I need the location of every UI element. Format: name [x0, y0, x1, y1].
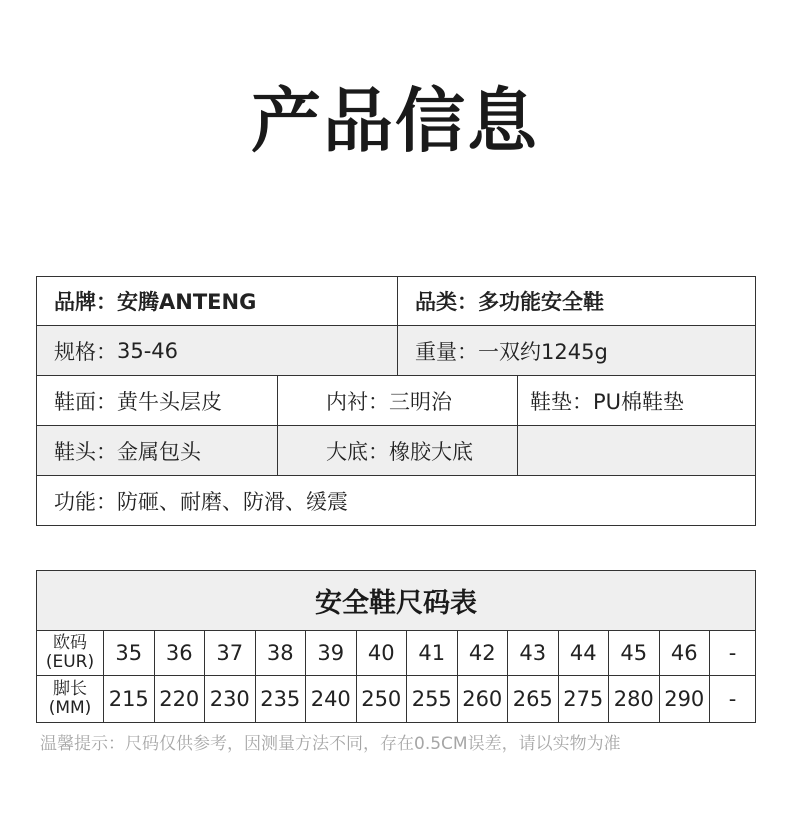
- insole-value: PU棉鞋垫: [593, 389, 685, 414]
- row-header-top: 脚长: [53, 679, 87, 699]
- outsole-cell: [277, 426, 517, 475]
- foot-length-cell: 220: [155, 676, 206, 722]
- product-info-table: [36, 276, 756, 526]
- size-chart-title: 安全鞋尺码表: [37, 571, 755, 631]
- spec-label: 规格：: [54, 339, 117, 364]
- row-header-eur: [37, 631, 104, 675]
- size-cell: 44: [559, 631, 610, 675]
- size-cell: 42: [458, 631, 509, 675]
- toe-label: 鞋头：: [54, 439, 117, 464]
- insole-label: 鞋垫：: [530, 389, 593, 414]
- category-value: 多功能安全鞋: [478, 290, 604, 314]
- size-cell: 35: [104, 631, 155, 675]
- row-header-bottom: (MM): [48, 698, 92, 718]
- size-cell: 40: [357, 631, 408, 675]
- info-row-function: [37, 476, 755, 525]
- foot-length-cell: 235: [256, 676, 307, 722]
- function-cell: [37, 476, 755, 525]
- function-label: 功能：: [54, 489, 117, 514]
- page-title: 产品信息: [251, 80, 539, 162]
- spec-cell: [37, 326, 397, 375]
- size-chart-table: [36, 570, 756, 723]
- lining-label: 内衬：: [326, 389, 389, 414]
- insole-cell: [517, 376, 755, 425]
- size-cell: 43: [508, 631, 559, 675]
- size-cell: 37: [205, 631, 256, 675]
- size-cell: 45: [609, 631, 660, 675]
- brand-cell: [37, 277, 397, 325]
- foot-length-cell: 265: [508, 676, 559, 722]
- category-label: 品类：: [415, 290, 478, 314]
- size-cell: 36: [155, 631, 206, 675]
- empty-cell: [517, 426, 755, 475]
- foot-length-cell: 230: [205, 676, 256, 722]
- size-note: 温馨提示：尺码仅供参考，因测量方法不同，存在0.5CM误差，请以实物为准: [40, 734, 621, 754]
- foot-length-cell: 280: [609, 676, 660, 722]
- function-value: 防砸、耐磨、防滑、缓震: [117, 489, 348, 514]
- size-cell: 41: [407, 631, 458, 675]
- info-row-spec: [37, 326, 755, 376]
- foot-length-cell: 260: [458, 676, 509, 722]
- size-cell: 39: [306, 631, 357, 675]
- size-cell: 38: [256, 631, 307, 675]
- row-header-bottom: (EUR): [45, 652, 95, 672]
- info-row-material: [37, 376, 755, 426]
- weight-label: 重量：: [415, 339, 478, 364]
- foot-length-cell: 255: [407, 676, 458, 722]
- row-header-mm: [37, 676, 104, 722]
- outsole-value: 橡胶大底: [389, 439, 473, 464]
- row-header-top: 欧码: [53, 633, 87, 653]
- size-row-mm: [37, 676, 755, 722]
- upper-label: 鞋面：: [54, 389, 117, 414]
- info-row-brand: [37, 277, 755, 326]
- info-row-toe: [37, 426, 755, 476]
- size-row-eur: [37, 631, 755, 676]
- foot-length-cell: 215: [104, 676, 155, 722]
- size-cell: 46: [660, 631, 711, 675]
- lining-value: 三明治: [389, 389, 452, 414]
- size-cell: -: [728, 641, 737, 665]
- brand-value: 安腾ANTENG: [117, 290, 257, 314]
- spec-value: 35-46: [117, 338, 179, 363]
- upper-value: 黄牛头层皮: [117, 389, 222, 414]
- foot-length-cell: -: [728, 687, 737, 711]
- upper-cell: [37, 376, 277, 425]
- lining-cell: [277, 376, 517, 425]
- weight-value: 一双约1245g: [478, 339, 608, 364]
- foot-length-cell: 275: [559, 676, 610, 722]
- toe-cell: [37, 426, 277, 475]
- brand-label: 品牌：: [54, 290, 117, 314]
- foot-length-cell: 240: [306, 676, 357, 722]
- foot-length-cell: 290: [660, 676, 711, 722]
- toe-value: 金属包头: [117, 439, 201, 464]
- category-cell: [397, 277, 755, 325]
- weight-cell: [397, 326, 755, 375]
- outsole-label: 大底：: [326, 439, 389, 464]
- foot-length-cell: 250: [357, 676, 408, 722]
